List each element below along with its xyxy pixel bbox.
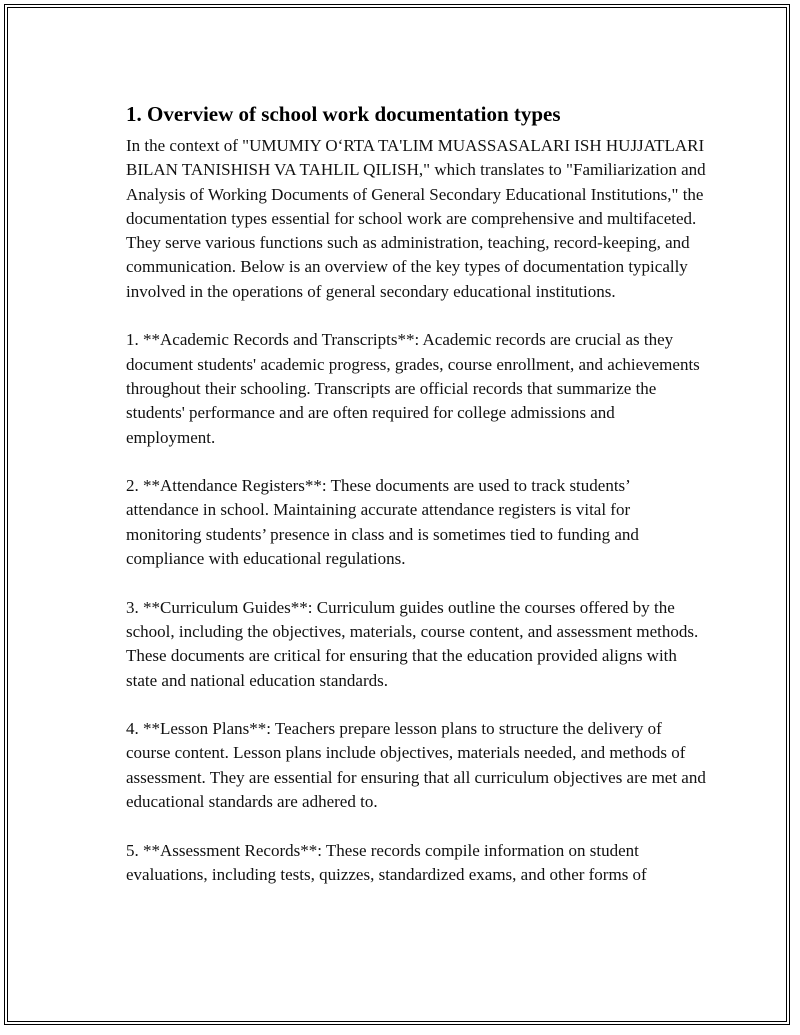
page-border [4,4,790,1025]
section-heading: 1. Overview of school work documentation types [126,102,561,126]
paragraph-curriculum-guides: 3. **Curriculum Guides**: Curriculum guides outline the courses offered by the school, including the objectives, materials, course content, and assessment methods. These documents are critical for ensuring that the education provided aligns with state and national education standards. [126,597,699,690]
paragraph-assessment-records: 5. **Assessment Records**: These records compile information on student evaluations, including tests, quizzes, standardized exams, and other forms of [126,840,647,884]
paragraph-lesson-plans: 4. **Lesson Plans**: Teachers prepare lesson plans to structure the delivery of course content. Lesson plans include objectives, materials needed, and methods of assessment. They are essential for ensuring that all curriculum objectives are met and educational standards are adhered to. [126,719,706,812]
paragraph-attendance-registers: 2. **Attendance Registers**: These documents are used to track students’ attendance in school. Maintaining accurate attendance registers is vital for monitoring students’ presence in class and is sometimes tied to funding and compliance with educational regulations. [126,476,639,569]
document-body [126,100,706,912]
intro-paragraph: In the context of "UMUMIY O‘RTA TA'LIM MUASSASALARI ISH HUJJATLARI BILAN TANISHISH VA TAHLIL QILISH," which translates to "Familiarization and Analysis of Working Documents of General Secondary Educational Institutions," the documentation types essential for school work are comprehensive and multifaceted. They serve various functions such as administration, teaching, record-keeping, and communication. Below is an overview of the key types of documentation typically involved in the operations of general secondary educational institutions. [126,136,706,301]
paragraph-academic-records: 1. **Academic Records and Transcripts**: Academic records are crucial as they document students' academic progress, grades, course enrollment, and achievements throughout their schooling. Transcripts are official records that summarize the students' performance and are often required for college admissions and employment. [126,330,700,447]
